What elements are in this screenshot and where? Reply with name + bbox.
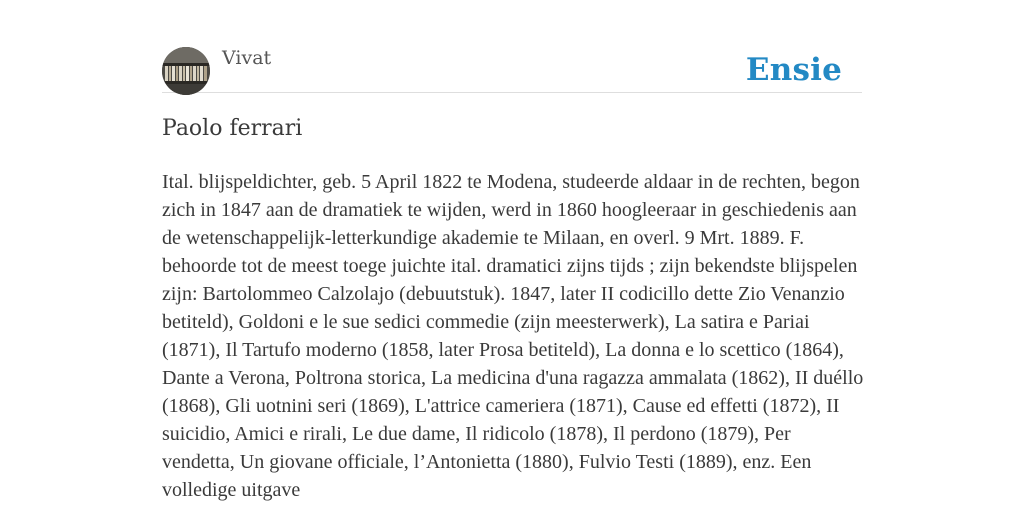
bookshelf-avatar-icon [162, 47, 210, 95]
source-name-link[interactable]: Vivat [222, 47, 272, 69]
article-title: Paolo ferrari [162, 116, 303, 141]
article-header [162, 46, 862, 93]
ensie-logo[interactable]: Ensie [745, 52, 842, 88]
bookshelf-avatar-icon[interactable] [162, 47, 210, 95]
article-body: Ital. blijspeldichter, geb. 5 April 1822 te Modena, studeerde aldaar in de rechten, begon zich in 1847 aan de dramatiek te wijden, werd in 1860 hoogleeraar in geschiedenis aan de wetenschappelijk-letterkundige akademie te Milaan, en overl. 9 Mrt. 1889. F. behoorde tot de meest toege juichte ital. dramatici zijns tijds ; zijn bekendste blijspelen zijn: Bartolommeo Calzolajo (debuutstuk). 1847, later II codicillo dette Zio Venanzio betiteld), Goldoni e le sue sedici commedie (zijn meesterwerk), La satira e Pariai (1871), Il Tartufo moderno (1858, later Prosa betiteld), La donna e lo scettico (1864), Dante a Verona, Poltrona storica, La medicina d'una ragazza ammalata (1862), II duéllo (1868), Gli uotnini seri (1869), L'attrice cameriera (1871), Cause ed effetti (1872), II suicidio, Amici e rirali, Le due dame, Il ridicolo (1878), Il perdono (1879), Per vendetta, Un giovane officiale, l’Antonietta (1880), Fulvio Testi (1889), enz. Een volledige uitgave [162, 171, 864, 501]
